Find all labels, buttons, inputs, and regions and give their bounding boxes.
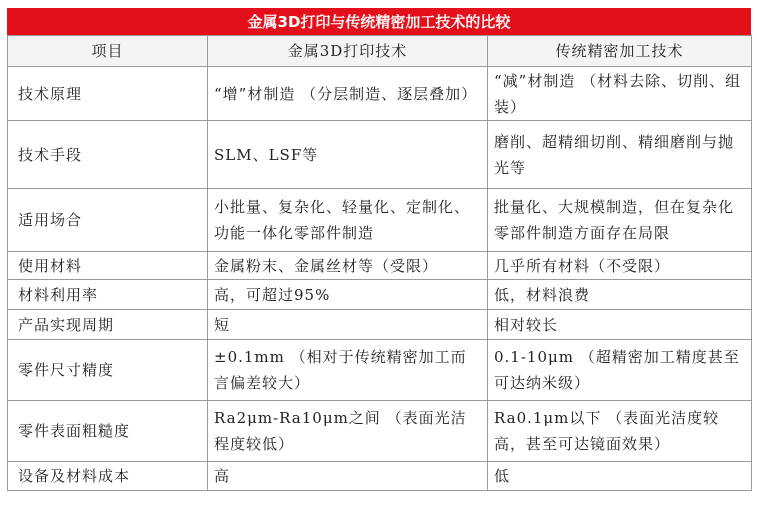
table-row [8, 462, 752, 491]
header-row [8, 36, 752, 67]
row-label: 适用场合 [8, 189, 208, 252]
table-row [8, 340, 752, 401]
comparison-table [7, 35, 752, 491]
printing-cell: 高，可超过95% [208, 280, 488, 310]
traditional-cell: 0.1-10μm （超精密加工精度甚至可达纳米级） [488, 340, 752, 401]
table-row [8, 67, 752, 121]
row-label: 使用材料 [8, 252, 208, 280]
table-row [8, 121, 752, 189]
printing-cell: Ra2μm-Ra10μm之间 （表面光洁程度较低） [208, 401, 488, 462]
printing-cell: SLM、LSF等 [208, 121, 488, 189]
traditional-cell: 低 [488, 462, 752, 491]
row-label: 产品实现周期 [8, 310, 208, 340]
traditional-cell: 批量化、大规模制造，但在复杂化零部件制造方面存在局限 [488, 189, 752, 252]
traditional-cell: 低，材料浪费 [488, 280, 752, 310]
traditional-cell: Ra0.1μm以下 （表面光洁度较高，甚至可达镜面效果） [488, 401, 752, 462]
printing-cell: 高 [208, 462, 488, 491]
table-row [8, 280, 752, 310]
traditional-cell: 几乎所有材料（不受限） [488, 252, 752, 280]
traditional-cell: 磨削、超精细切削、精细磨削与抛光等 [488, 121, 752, 189]
printing-cell: 短 [208, 310, 488, 340]
table-row [8, 310, 752, 340]
traditional-cell: 相对较长 [488, 310, 752, 340]
printing-cell: ±0.1mm （相对于传统精密加工而言偏差较大） [208, 340, 488, 401]
header-item: 项目 [8, 36, 208, 67]
table-title: 金属3D打印与传统精密加工技术的比较 [7, 8, 751, 35]
printing-cell: 金属粉末、金属丝材等（受限） [208, 252, 488, 280]
header-metal-3d-printing: 金属3D打印技术 [208, 36, 488, 67]
table-row [8, 252, 752, 280]
traditional-cell: “减”材制造 （材料去除、切削、组装） [488, 67, 752, 121]
row-label: 技术手段 [8, 121, 208, 189]
row-label: 技术原理 [8, 67, 208, 121]
table-row [8, 189, 752, 252]
printing-cell: “增”材制造 （分层制造、逐层叠加） [208, 67, 488, 121]
table-row [8, 401, 752, 462]
printing-cell: 小批量、复杂化、轻量化、定制化、功能一体化零部件制造 [208, 189, 488, 252]
header-traditional-machining: 传统精密加工技术 [488, 36, 752, 67]
row-label: 材料利用率 [8, 280, 208, 310]
row-label: 零件尺寸精度 [8, 340, 208, 401]
row-label: 设备及材料成本 [8, 462, 208, 491]
row-label: 零件表面粗糙度 [8, 401, 208, 462]
